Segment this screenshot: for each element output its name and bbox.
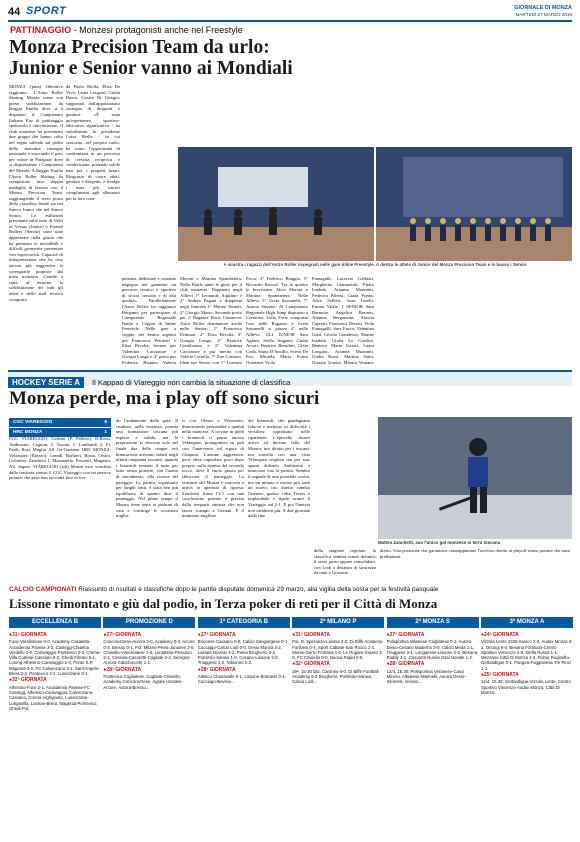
article2-col5: della stagione regolare, la classifica sembra ormai definita: il sesto posto appare consolidato, con Lodi a distanza di sicurezza davanti e Grosseto xyxy=(314,548,376,576)
score-value1: 5 xyxy=(104,420,107,425)
header-rule xyxy=(8,20,572,22)
category-results xyxy=(481,631,573,837)
article3-kicker xyxy=(9,586,438,593)
issue-date: MARTEDÌ 27 MARZO 2018 xyxy=(515,12,572,17)
article1-kicker-lead: PATTINAGGIO xyxy=(10,25,72,35)
round-title: ● 28ª GIORNATA xyxy=(387,662,479,667)
article2-photo xyxy=(378,417,572,539)
article1-col5: Picca, 4° Federico Biaggio, 5° Riccardo Riccoli. Tra le quattro le bravissime Alice Meroni e Martina Spambetera. Nelle Allieve 5° Greta Sassanelli, 7° Aurora Simone. Al Campionato Regionale High Jump disputato a Cremona, Leila Forte conquista l'oro nelle Ragazze e Greta Sassanelli si piazza 4° nelle Allieve. GLI JUNIOR Sara Aghini, Stella Angiani, Giulia Arcari, Beatrice Bertolini, Greta Coda, Sonia D'Ancillo, Sveva De Feo, Micaela Maria Forini Quartana, Viola xyxy=(246,276,308,364)
round-results: Polisportiva Milanese-Cogliatese 0-1, Aurora Desio-Cesano Maderno 3-0, Calcio Meda 1-1, Triuggese 2-1, Longaesse-Lissone 2-2, Besana-Paddy 1-1, Casoretti-Nuova Osal Novate 1-2. xyxy=(386,639,479,661)
category-results xyxy=(103,631,195,837)
category-header: PROMOZIONE D xyxy=(103,617,195,628)
round-title: ● 25ª GIORNATA xyxy=(481,673,573,678)
round-title: ● 28ª GIORNATA xyxy=(103,668,195,673)
category-header: ECCELLENZA B xyxy=(9,617,101,628)
article3-headline: Lissone rimontato e giù dal podio, in Terza poker di reti per il Città di Monza xyxy=(9,596,438,611)
page-number: 44 xyxy=(8,6,21,18)
round-results: 12/4, 15.30: Gerbiadigue-Vizzola Lente, Centro Sportivo Vincenzo-Audax Monza, Città Di Monza... xyxy=(481,679,571,695)
section-name: SPORT xyxy=(26,5,67,17)
article2-col1: CGC VIAREGGIO: Gertani (P. Pollero), D.Rossi, Ambrosini, Ceguini, I. Torrini, I. Lombardi 2, Fr. Pardi, Rosi, Muglia. All. Ge Gaetano. HRC MONZA: Velazquez (Biezzo), Grandi, Barbieri, Bosia, Orsini, Colombo, Zanchetti 1, Marzanetto, Pessenti, Magnani. All. Jaquet. VIAREGGIO (sdi) Monza esce sconfitta dalla trasferta contro il CGC Viareggio con un passivo pesante che però non racconta fino in fon- xyxy=(9,436,111,481)
round-results: 29ª, 15-30 Dia, Caronno 0-0, Di Biffe Football Academy 5-2 Brugherio, Pontirolo-Sanwo, Calcio Lodi... xyxy=(292,668,379,685)
round-results: Vizzola Lente 2325-Sovico 2-0, Audax Monza 3-1, Oriongi 6-0, Besana Fortitudo-Centro Sportivo Vincenzo 1-0, Stella Rossa 1-1, Mezzano-Città Di Monza 1-4, Robur Ruginello-Gerbiadigue 0-1, Pangea-Foggianese Tre Pinzi 1-1. xyxy=(481,639,573,671)
round-title: ● 24ª GIORNATA xyxy=(481,633,573,638)
category-results xyxy=(387,631,479,837)
round-title: ● 31ª GIORNATA xyxy=(9,633,101,638)
article1-col4: Meroni e Martina Spambetera. Nella Battle tante le gioie per il club monzese. Doppietta negli Allievi 1° Leonardo Aquilino e 2° Andrea Pagani e doppietta negli Juniores 1° Matteo Ternoli, 2° Giorgio Musio. Secondo posto per il Ragazze Boris Casanova. Astro Roller dominatore anche nelle Senior: 1° Francesca Pettinari, 2° Elisa Rivolta, 3° Giorgia Longo, 4° Beatrice Gentiluomo e 5° Valentina Cacciatore e pur merito con Valeria Certello, 7° Zoe Cassano. Ideni nei Senior con 1° Lorenzo xyxy=(180,276,242,364)
article1-headline-line1: Monza Precision Team da urlo: xyxy=(9,37,270,58)
article3-kicker-rest: Riassunto di risultati e classifiche dopo le partite disputate domenica 29 marzo, alla vigilia della sosta per la festività pasquale xyxy=(78,586,439,593)
category-results xyxy=(9,631,101,837)
category-header: 2ª MILANO P xyxy=(292,617,384,628)
article1-col3: petenza, dedizione e costante impegno nel garantire un percorso tecnico e sportivo di sicura crescita e di alta qualità». Parallelamente l'Astro Roller ha raggiunto Bergamo per partecipare al Campionato Regionale Battle e Coppia di Inline Freestyle. Nelle gare a coppie, nei Senior argento per Francesca Pettinari e Elisa Rivolta, bronzo per Valentina Cacciatore e Giorgia Longo e 4° posto per Federico Biaggio Valeria xyxy=(122,276,176,364)
round-results: Fuce-Varalinnese 0-0, Academy Casaletto-Accademia Pavese 3-2, Castegg-Chiarina Verdello 1-0, Caravaggio-Pontevico 2-0, Crema-Villa Cortese-Cassano 0-2, Ghedi-Fibrani 0-1, Lomng-Alhesino-Caravaggio 1-0, Ponte S.P. Magenta 3-0, FC Calvenzano 2-1, Sant'Angelo-Brera 2-2, Pontevico 2-1, Lumezzane 3-1. xyxy=(9,639,101,677)
score-team1: CGC VIAREGGIO xyxy=(13,420,53,425)
round-title: ● 27ª GIORNATA xyxy=(387,633,479,638)
round-results: Pontevico-Cogliatese, Cogliate-Cinisello, Academy-Concorezzese, Agrate Usmate-Arcore, Aurora-Bresso... xyxy=(103,674,183,690)
article2-kicker: Il Kappao di Viareggio non cambia la situazione di classifica xyxy=(92,378,291,387)
article2-tag: HOCKEY SERIE A xyxy=(8,377,84,388)
article1-headline xyxy=(9,37,329,79)
article1-headline-line2: Junior e Senior vanno ai Mondiali xyxy=(9,58,293,79)
round-results: Atletico Chiaravalle 0-1, Lissone-Brioness 0-1, Cucciago-Bovisio... xyxy=(197,674,286,685)
round-title: ● 27ª GIORNATA xyxy=(103,633,195,638)
category-results xyxy=(198,631,290,837)
article2-col2: do l'andamento della gara. Il risultato, nella sostanza, premia una formazione toscana più esperta e solida, ma le proporzioni si discosta solo nel finale due delle cinque reti biancorosse arrivano infatti negli ultimi cinquanta secondi, quando i brianzoli tentano il tutto per tutto senza portiere, con l'uomo di movimento, alla ricerca del pareggio. La partita, soprattutto per lunghi tratti, è stata ben più equilibrata di quanto dica il punteggio. Nel primo tempo il Monza tiene testa ai padroni di casa e costringe le occasioni miglio- xyxy=(116,418,178,519)
round-title: ● 32ª GIORNATA xyxy=(9,678,101,683)
article2-col4: dei brianzoli, che guadagnano fiducia e mettono in difficoltà i versiliesi soprattutto nelle ripartenze. L'episodio chiave arriva ad decimo fallo del Monza: tiro diretto per i toscani, ma stavolta con una vista Velazquez respinta ma per sua, spunti dolendo Ambrosini e insaccato vita la partita. Sembra il segnale di una possibile svolta, ma un minuto e mezzo più tardi un nuovo tiro diretto cambia l'inerzia: questa volta Torres è implacabile e ripete avanti il Viareggio sul 2-1. E poi l'inerzia non cambierà più. A due giornate dalla fine xyxy=(248,418,310,519)
article2-photo-caption: Matteo Zanchetti, suo l'unico gol monzese in terra toscana xyxy=(378,540,501,545)
article1-col1: MONZA (pma) Obiettivo raggiunto... L'Astro Roller Skating Monza torna con piena soddisfazione da Reggio Emilia dove si è disputato il Campionato Italiano Fisr di pattinaggio spettacolo e sincronizzato. Il club monzese ha presentato due gruppi che hanno colto nel segno salendo sul podio della massima rassegna nazionale e staccando il pass per volare in Paraguay dove si disputeranno i Campionati del Mondo. A Reggio Emilia l'Astro Roller Skating ha conquistato una doppia medaglia di bronzo con il Monza Precision Team, raggiungendo il terzo posto della classifica finale sia nel Sincro Junior che nel Sincro Senior. Le esibizioni presentate sulle note di Valet of Versus (Junior) e Eternal Rollers (Senior) sono state apprezzate dalla giuria che ha premiato le incredibili e difficili geometrie presentate con espressività. Capacità di interpretazione che ha reso ancora più suggestive le coreografie proposte dal team monzese. Grande è stata, al termine, la soddisfazione dei tutti gli atleti e dello staff tecnico composto xyxy=(9,84,63,302)
article3-kicker-lead: CALCIO CAMPIONATI xyxy=(9,586,77,593)
round-results: Alhesino-Fuce 2-1, Accademia Pavese-FC Castegg, Alhesino-Caravaggio, Calvenzano-Cassano, Crema-Vighignolo, Lumezzane-Lungavilla, Lunnae-Brera, Magenta-Pontevico, Ghedi-Pol.. xyxy=(9,684,98,711)
article2-band xyxy=(8,370,572,386)
article1-photo xyxy=(178,147,572,261)
article1-photo-caption: A sinistra i ragazzi dell'Astro Roller impegnati nelle gare Inline Freestyle. A destra le atlete di Junior del Monza Precision Team e in basso i Senior xyxy=(223,262,527,267)
scorebox xyxy=(9,418,111,437)
article1-col6: Fumagalli, Lucrezia Galbiati, Margherita Giannottoli, Pietro Iembek, Arianna Mazzanti, Federica Palessi, Giada Ponna, Alice Sellieri, Sara Toselli, Emma Vitale. I SENIOR Sara Barmore, Angelica Baveno, Arianna Bergonzini, Alessia Capretti, Francesca Deserti, Viola Fumagalli, Sara Fusco, Valentina Gatti, Cecilia Grandesso, Marine Iarabek, Giulia Lo Giudice, Beatrice Marin Iostaci, Laura Longoni, Arianna Mazzanti, Giulia Rossi, Martina Saini, Giorgia Truetta, Margot Vergani, xyxy=(312,276,374,364)
category-header: 3ª MONZA A xyxy=(481,617,573,628)
article1-kicker xyxy=(10,25,243,35)
score-value2: 1 xyxy=(104,430,107,435)
round-results: Brioness-Cassano 0-0, Calcio Sangiorgese 0-1, Cucciago-Calcio Lodi 0-0, Desio Monza 2-2, Lainate Bovisio 3-2, Paina Brugherio 2-2, Pontirolo-Sanwo 1-0, Cesano-Lissone 2-3, Triuggese 1-2, Nibionno 1-2. xyxy=(197,639,289,666)
round-title: ● 32ª GIORNATA xyxy=(292,662,384,667)
skaters-photo-illustration xyxy=(178,147,572,261)
round-title: ● 31ª GIORNATA xyxy=(292,633,384,638)
round-title: ● 27ª GIORNATA xyxy=(198,633,290,638)
round-results: Pol. N. Speranza-Lavinia 3-0, Di Biffe Academy-Forlivesi 0-4, Sport Cabiate-San Rocco 1-1, Monte-Gerro Fontana 1-0, Le Rugare Giusso 3-0, FC Cinisello 0-0, Nuova Rapid 0-0. xyxy=(292,639,384,661)
round-results: Concorezzese-Aurora 2-0, Academy 0-3, Arcore 0-3, Bresso 0-1, Pol. Milano-Pessi-Juniores 2-0, Cinisello-Vimercatese 1-0, Lentatese-Pessano 2-1, Cassina-Casoretti-Cogliate 3-4, Seregno-Aurora-Calolziocorte 1-1. xyxy=(103,639,195,666)
round-results: 12/4, 15.30: Polisportiva Veranese-Casci Minera, Albiatese-Marinelli, Aurora Desio-Inforrest, Verano... xyxy=(386,668,466,685)
article1-kicker-rest: - Monzesi protagonisti anche nel Freestyle xyxy=(73,25,243,35)
category-header: 1ª CATEGORIA B xyxy=(198,617,290,628)
article2-col6: dietro. Una posizione che garantisce contrappuntare l'accesso diretto ai playoff senza passare dai turni preliminari. xyxy=(380,548,570,559)
round-title: ● 28ª GIORNATA xyxy=(198,668,290,673)
publication-name: GIORNALE DI MONZA xyxy=(514,5,572,11)
category-header: 2ª MONZA S xyxy=(387,617,479,628)
hockey-player-photo-illustration xyxy=(378,417,572,539)
article1-col2: da Paolo Biella, Elisa De Vivo, Laura Longoni, Giulia Busso, Cesare Di Giorgio, supportati dall'appassionato sostegno di dirigenti e genitori. «È stata un'esperienza sportivo-educativa significativa - ha sottolineato la presidente Luisa Biella - in cui ciascuno, nel proprio ruolo, ha avuto l'opportunità di confrontarsi in un percorso di crescita reciproca e condivisione, ponendo solide basi per i progetti futuri. Ringrazio di cuore atleti, genitori e dirigenti, e rivolgo i miei più sinceri complimenti agli allenatori per la loro com- xyxy=(66,84,120,201)
category-results xyxy=(292,631,384,837)
score-team2: HRC MONZA xyxy=(13,430,43,435)
article2-headline: Monza perde, ma i play off sono sicuri xyxy=(9,388,320,409)
article2-col3: ri con Olmos e Pesavento, dimostrando personalità e qualità nella manovra. A trovare in piedi i brianzoli ci pensa ancora Velazquez, protagonista su pali con l'intervento sul rigore di Cinquini. L'azione aggressiva, però, deve capitolare poco dopo proprio sulla ripresa del secondo tocco, dove il vuoto giusto per sbloccare il punteggio. La reazione del Monza è concreta e arriva in apertura di ripresa. Zanchetti firma l'1-1 con una conclusione potente e precisa dalla trequarti sinistra che non lascia scampo a Gertani. E il momento migliore xyxy=(182,418,244,519)
